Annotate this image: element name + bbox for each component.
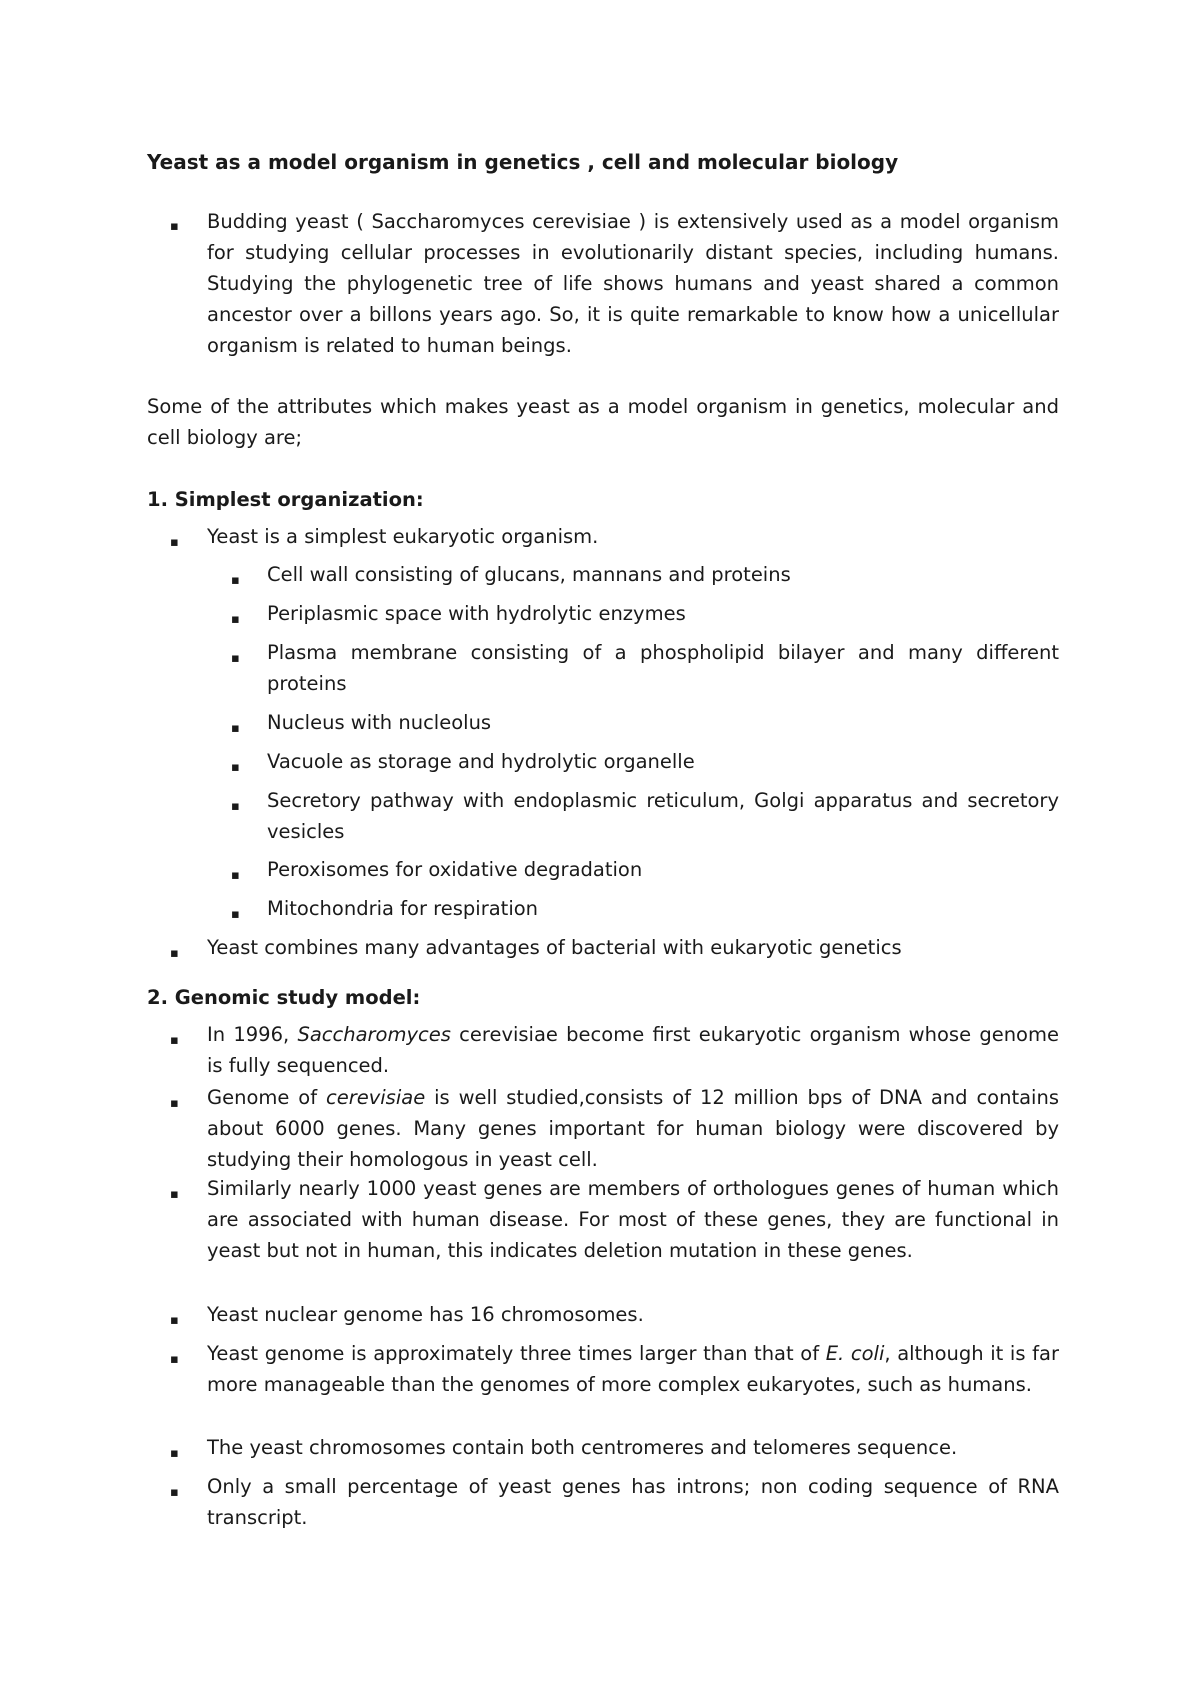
italic-term: Saccharomyces — [297, 1023, 451, 1046]
bullet-marker: ▪ — [170, 1096, 179, 1111]
bullet-marker: ▪ — [170, 1352, 179, 1367]
section-1-heading: 1. Simplest organization: — [147, 488, 424, 511]
bullet-marker: ▪ — [170, 219, 179, 234]
genome-item: In 1996, Saccharomyces cerevisiae become first eukaryotic organism whose genome is fully sequenced. — [207, 1023, 1059, 1077]
bullet-marker: ▪ — [231, 612, 240, 627]
bullet-marker: ▪ — [231, 799, 240, 814]
genome-item: Only a small percentage of yeast genes has introns; non coding sequence of RNA transcript. — [207, 1475, 1059, 1529]
bullet-marker: ▪ — [170, 1187, 179, 1202]
sub-item: Peroxisomes for oxidative degradation — [267, 858, 643, 881]
genome-item: Yeast genome is approximately three times larger than that of E. coli, although it is far more manageable than the genomes of more complex eukaryotes, such as humans. — [207, 1342, 1059, 1396]
bullet-marker: ▪ — [231, 907, 240, 922]
document-title: Yeast as a model organism in genetics , cell and molecular biology — [147, 150, 899, 174]
genome-item: Genome of cerevisiae is well studied,consists of 12 million bps of DNA and contains about 6000 genes. Many genes important for human biology were discovered by studying their homologous in yeast cell. — [207, 1086, 1059, 1171]
bullet-marker: ▪ — [170, 946, 179, 961]
sub-item: Periplasmic space with hydrolytic enzymes — [267, 602, 686, 625]
bullet-marker: ▪ — [170, 1033, 179, 1048]
bullet-marker: ▪ — [170, 535, 179, 550]
genome-item: Yeast nuclear genome has 16 chromosomes. — [207, 1303, 644, 1326]
italic-term: E. coli — [825, 1342, 885, 1365]
sub-item: Mitochondria for respiration — [267, 897, 539, 920]
genome-item: The yeast chromosomes contain both centromeres and telomeres sequence. — [207, 1436, 958, 1459]
bullet-marker: ▪ — [170, 1485, 179, 1500]
attributes-paragraph: Some of the attributes which makes yeast as a model organism in genetics, molecular and cell biology are; — [147, 395, 1059, 449]
sub-item: Vacuole as storage and hydrolytic organelle — [267, 750, 695, 773]
section-1-last-bullet: Yeast combines many advantages of bacterial with eukaryotic genetics — [207, 936, 902, 959]
bullet-marker: ▪ — [170, 1313, 179, 1328]
italic-term: cerevisiae — [325, 1086, 426, 1109]
section-1-main-bullet: Yeast is a simplest eukaryotic organism. — [207, 525, 599, 548]
sub-item: Plasma membrane consisting of a phospholipid bilayer and many different proteins — [267, 641, 1059, 695]
bullet-marker: ▪ — [170, 1446, 179, 1461]
bullet-marker: ▪ — [231, 721, 240, 736]
bullet-marker: ▪ — [231, 868, 240, 883]
genome-item: Similarly nearly 1000 yeast genes are members of orthologues genes of human which are associated with human disease. For most of these genes, they are functional in yeast but not in human, this indicates deletion mutation in these genes. — [207, 1177, 1059, 1262]
sub-item: Cell wall consisting of glucans, mannans and proteins — [267, 563, 791, 586]
section-2-heading: 2. Genomic study model: — [147, 986, 421, 1009]
sub-item: Nucleus with nucleolus — [267, 711, 492, 734]
bullet-marker: ▪ — [231, 651, 240, 666]
bullet-marker: ▪ — [231, 760, 240, 775]
sub-item: Secretory pathway with endoplasmic reticulum, Golgi apparatus and secretory vesicles — [267, 789, 1059, 843]
intro-bullet-text: Budding yeast ( Saccharomyces cerevisiae ) is extensively used as a model organism for studying cellular processes in evolutionarily distant species, including humans. Studying the phylogenetic tree of life shows humans and yeast shared a common ancestor over a billons years ago. So, it is quite remarkable to know how a unicellular organism is related to human beings. — [207, 210, 1059, 357]
bullet-marker: ▪ — [231, 573, 240, 588]
